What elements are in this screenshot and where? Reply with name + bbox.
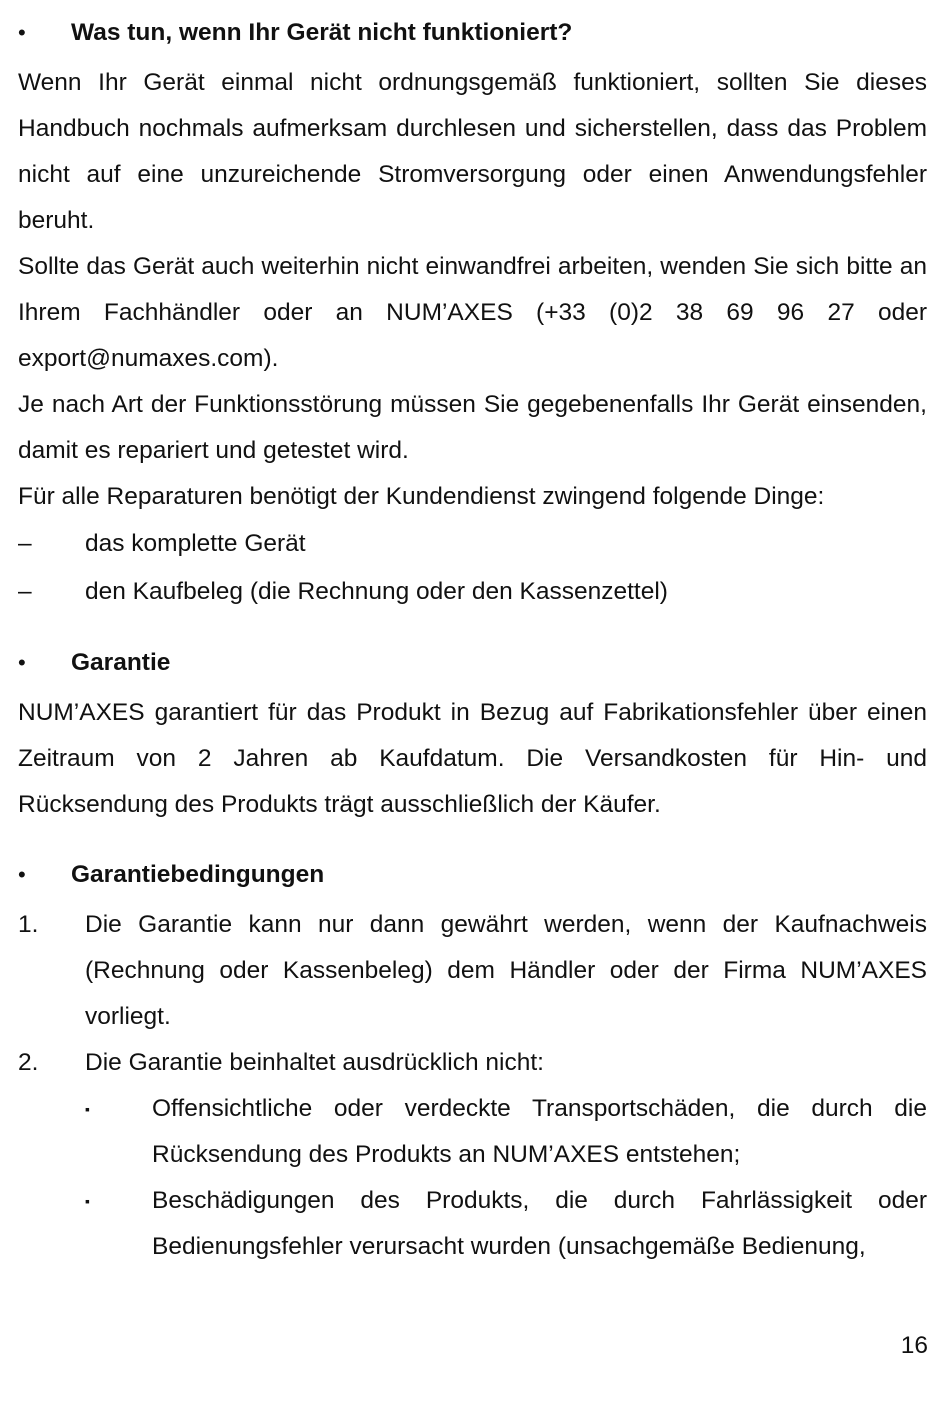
sub-list-item (18, 1178, 927, 1270)
item-number: 2. (18, 1049, 39, 1076)
dash-icon: – (18, 578, 32, 605)
list-item (18, 520, 927, 568)
page-number: 16 (900, 1332, 928, 1359)
dash-icon: – (18, 530, 32, 557)
square-bullet-icon: ▪ (85, 1101, 90, 1117)
section-heading-fault (18, 14, 927, 52)
bullet-icon: • (18, 862, 26, 887)
bullet-icon: • (18, 20, 26, 45)
section-heading-conditions (18, 856, 927, 894)
list-item-text: das komplette Gerät (85, 530, 306, 557)
document-page (18, 14, 927, 1270)
list-item (18, 568, 927, 616)
item-number: 1. (18, 911, 39, 938)
paragraph: Sollte das Gerät auch weiterhin nicht einwandfrei arbeiten, wenden Sie sich bitte an Ihrem Fachhändler oder an NUM’AXES (+33 (0)2 38 69 96 27 oder export@numaxes.com). (18, 253, 927, 372)
list-item-text: den Kaufbeleg (die Rechnung oder den Kassenzettel) (85, 578, 668, 605)
paragraph: Wenn Ihr Gerät einmal nicht ordnungsgemäß funktioniert, sollten Sie dieses Handbuch nochmals aufmerksam durchlesen und sicherstellen, dass das Problem nicht auf eine unzureichende Stromversorgung oder einen Anwendungsfehler beruht. (18, 69, 927, 234)
paragraph: Für alle Reparaturen benötigt der Kundendienst zwingend folgende Dinge: (18, 483, 825, 510)
sub-list-item (18, 1086, 927, 1178)
item-text: Die Garantie beinhaltet ausdrücklich nicht: (85, 1049, 544, 1076)
heading-text: Garantiebedingungen (71, 861, 325, 888)
numbered-item (18, 902, 927, 1040)
heading-text: Was tun, wenn Ihr Gerät nicht funktioniert? (71, 19, 573, 46)
sub-item-text: Beschädigungen des Produkts, die durch Fahrlässigkeit oder Bedienungsfehler verursacht wurden (unsachgemäße Bedienung, (152, 1187, 927, 1260)
sub-item-text: Offensichtliche oder verdeckte Transportschäden, die durch die Rücksendung des Produkts an NUM’AXES entstehen; (152, 1095, 927, 1168)
paragraph: Je nach Art der Funktionsstörung müssen Sie gegebenenfalls Ihr Gerät einsenden, damit es repariert und getestet wird. (18, 391, 927, 464)
heading-text: Garantie (71, 649, 171, 676)
numbered-item (18, 1040, 927, 1086)
square-bullet-icon: ▪ (85, 1193, 90, 1209)
item-text: Die Garantie kann nur dann gewährt werden, wenn der Kaufnachweis (Rechnung oder Kassenbeleg) dem Händler oder der Firma NUM’AXES vorliegt. (85, 911, 927, 1030)
bullet-icon: • (18, 650, 26, 675)
paragraph: NUM’AXES garantiert für das Produkt in Bezug auf Fabrikationsfehler über einen Zeitraum von 2 Jahren ab Kaufdatum. Die Versandkosten für Hin- und Rücksendung des Produkts trägt ausschließlich der Käufer. (18, 699, 927, 818)
section-heading-warranty (18, 644, 927, 682)
